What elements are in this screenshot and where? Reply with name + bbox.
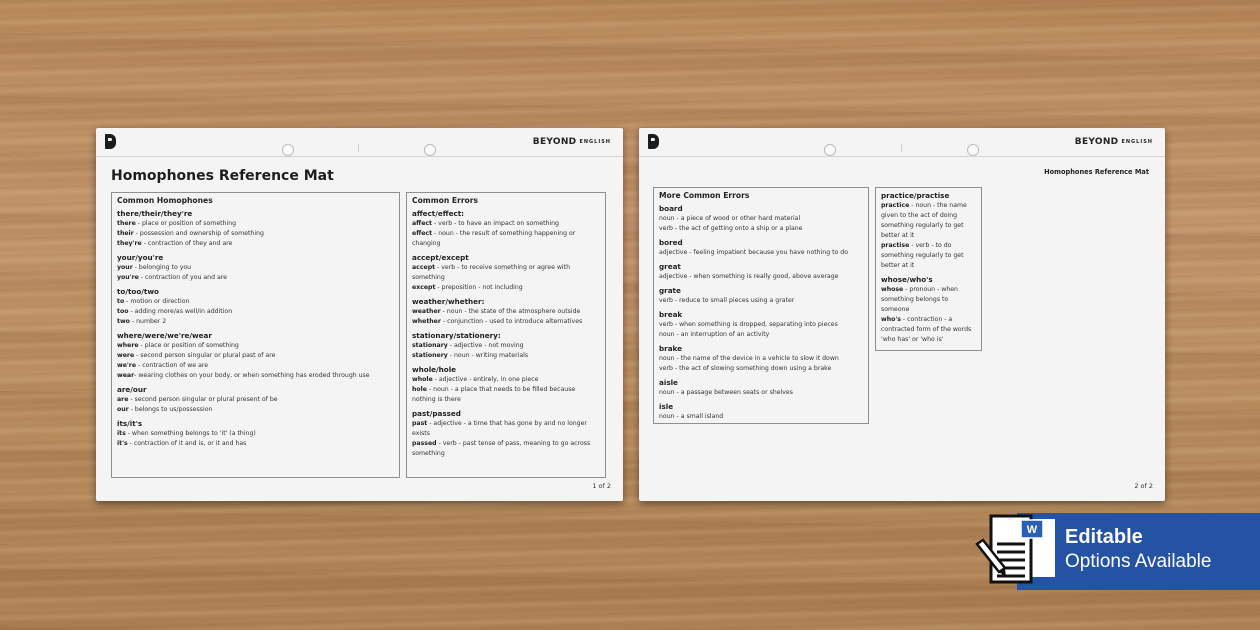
definition-line bbox=[412, 385, 600, 405]
definition: - noun - the state of the atmosphere outside bbox=[440, 308, 581, 315]
definition-line bbox=[117, 273, 394, 283]
definition: - when something belongs to 'it' (a thing) bbox=[125, 430, 256, 437]
entry-group bbox=[117, 385, 394, 415]
definition-line bbox=[117, 439, 394, 449]
homophone-set: affect/effect: bbox=[412, 209, 465, 218]
definition: verb - the act of slowing something down using a brake bbox=[659, 365, 832, 372]
definition-line bbox=[881, 241, 976, 271]
term: hole bbox=[412, 386, 427, 393]
homophone-set: weather/whether: bbox=[412, 297, 485, 306]
entry-group bbox=[659, 262, 863, 282]
definition-line bbox=[659, 330, 863, 340]
definition-line bbox=[117, 395, 394, 405]
homophone-set: accept/except bbox=[412, 253, 469, 262]
definition: - preposition - not including bbox=[435, 284, 523, 291]
homophone-set: are/our bbox=[117, 385, 147, 394]
definition: - contraction - a contracted form of the words 'who has' or 'who is' bbox=[881, 316, 972, 343]
entry-group bbox=[659, 378, 863, 398]
term: effect bbox=[412, 230, 433, 237]
homophone-set: board bbox=[659, 204, 683, 213]
entry-group bbox=[412, 209, 600, 249]
definition: - contraction of we are bbox=[136, 362, 209, 369]
entry-group bbox=[412, 297, 600, 327]
entry-group bbox=[659, 402, 863, 422]
definition: - contraction of they and are bbox=[141, 240, 233, 247]
definition: - second person singular or plural past of are bbox=[134, 352, 276, 359]
definition: - adding more/as well/in addition bbox=[128, 308, 233, 315]
entry-group bbox=[117, 419, 394, 449]
definition: noun - a passage between seats or shelves bbox=[659, 389, 793, 396]
page-subtitle: Homophones Reference Mat bbox=[1044, 168, 1149, 176]
definition: - number 2 bbox=[129, 318, 167, 325]
term: its bbox=[117, 430, 126, 437]
page-title: Homophones Reference Mat bbox=[111, 168, 334, 184]
definition: - verb - to receive something or agree with something bbox=[412, 264, 570, 281]
box-heading: Common Errors bbox=[412, 196, 479, 205]
term: are bbox=[117, 396, 129, 403]
entry-group bbox=[117, 253, 394, 283]
definition: noun - the name of the device in a vehicle to slow it down bbox=[659, 355, 839, 362]
term: there bbox=[117, 220, 136, 227]
definition: verb - the act of getting onto a ship or a plane bbox=[659, 225, 803, 232]
entry-group bbox=[659, 310, 863, 340]
definition: noun - a piece of wood or other hard material bbox=[659, 215, 801, 222]
definition: - belonging to you bbox=[132, 264, 192, 271]
definition: noun - an interruption of an activity bbox=[659, 331, 770, 338]
definition-line bbox=[881, 201, 976, 241]
common-errors-box bbox=[406, 192, 606, 478]
term: too bbox=[117, 308, 129, 315]
homophone-set: your/you're bbox=[117, 253, 164, 262]
definition: - belongs to us/possession bbox=[128, 406, 213, 413]
homophone-set: brake bbox=[659, 344, 683, 353]
definition-line bbox=[412, 341, 600, 351]
term: our bbox=[117, 406, 129, 413]
term: practice bbox=[881, 202, 910, 209]
fold-mark bbox=[901, 144, 902, 152]
definition-line bbox=[659, 364, 863, 374]
beyond-logo-icon bbox=[105, 134, 116, 149]
term: you're bbox=[117, 274, 139, 281]
term: weather bbox=[412, 308, 441, 315]
definition: - noun - the result of something happening or changing bbox=[412, 230, 576, 247]
definition-line bbox=[412, 317, 600, 327]
definition: - wearing clothes on your body, or when something has eroded through use bbox=[134, 372, 370, 379]
definition-line bbox=[412, 419, 600, 439]
term: to bbox=[117, 298, 125, 305]
entry-group bbox=[117, 209, 394, 249]
term: whose bbox=[881, 286, 904, 293]
definition-line bbox=[117, 219, 394, 229]
definition-line bbox=[659, 248, 863, 258]
definition: - conjunction - used to introduce alternatives bbox=[440, 318, 583, 325]
word-document-edit-icon bbox=[975, 514, 1057, 588]
definition-line bbox=[659, 296, 863, 306]
definition-line bbox=[117, 405, 394, 415]
punch-hole-icon bbox=[967, 144, 979, 156]
definition-line bbox=[881, 315, 976, 345]
homophone-set: grate bbox=[659, 286, 681, 295]
page-header bbox=[96, 128, 623, 157]
beyond-logo-icon bbox=[648, 134, 659, 149]
homophone-set: great bbox=[659, 262, 681, 271]
entry-group bbox=[659, 344, 863, 374]
definition-line bbox=[117, 351, 394, 361]
term: it's bbox=[117, 440, 128, 447]
brand-name: BEYOND ENGLISH bbox=[532, 137, 611, 147]
definition: - adjective - not moving bbox=[447, 342, 524, 349]
entry-group bbox=[659, 286, 863, 306]
fold-mark bbox=[358, 144, 359, 152]
term: we're bbox=[117, 362, 137, 369]
definition: - place or position of something bbox=[138, 342, 239, 349]
more-common-errors-box bbox=[653, 187, 869, 424]
term: who's bbox=[881, 316, 901, 323]
entry-group bbox=[412, 331, 600, 361]
page-number: 2 of 2 bbox=[1134, 482, 1153, 490]
definition: verb - reduce to small pieces using a grater bbox=[659, 297, 795, 304]
badge-title: Editable bbox=[1065, 526, 1143, 548]
definition-line bbox=[117, 317, 394, 327]
definition-line bbox=[412, 375, 600, 385]
definition: adjective - feeling impatient because you have nothing to do bbox=[659, 249, 849, 256]
term: stationery bbox=[412, 352, 448, 359]
definition-line bbox=[412, 263, 600, 283]
punch-hole-icon bbox=[824, 144, 836, 156]
term: practise bbox=[881, 242, 910, 249]
definition: - possession and ownership of something bbox=[133, 230, 264, 237]
definition-line bbox=[117, 239, 394, 249]
entry-group bbox=[659, 204, 863, 234]
homophone-set: stationary/stationery: bbox=[412, 331, 501, 340]
definition-line bbox=[659, 224, 863, 234]
entry-group bbox=[412, 253, 600, 293]
definition-line bbox=[659, 354, 863, 364]
homophone-set: whole/hole bbox=[412, 365, 457, 374]
definition: - contraction of it and is, or it and has bbox=[127, 440, 247, 447]
definition-line bbox=[117, 341, 394, 351]
definition: - noun - a place that needs to be filled because nothing is there bbox=[412, 386, 576, 403]
term: whether bbox=[412, 318, 441, 325]
definition: - pronoun - when something belongs to someone bbox=[881, 286, 958, 313]
definition-line bbox=[659, 214, 863, 224]
homophone-set: its/it's bbox=[117, 419, 143, 428]
homophone-set: to/too/two bbox=[117, 287, 159, 296]
entry-group bbox=[881, 275, 976, 345]
entry-group bbox=[117, 331, 394, 381]
box-heading: Common Homophones bbox=[117, 196, 213, 205]
definition: - noun - writing materials bbox=[447, 352, 529, 359]
term: their bbox=[117, 230, 134, 237]
definition-line bbox=[881, 285, 976, 315]
definition-line bbox=[117, 307, 394, 317]
definition: - second person singular or plural present of be bbox=[128, 396, 278, 403]
homophone-set: aisle bbox=[659, 378, 678, 387]
entry-group bbox=[881, 191, 976, 271]
term: wear bbox=[117, 372, 135, 379]
common-homophones-box bbox=[111, 192, 400, 478]
definition-line bbox=[412, 229, 600, 249]
punch-hole-icon bbox=[424, 144, 436, 156]
term: were bbox=[117, 352, 135, 359]
definition-line bbox=[659, 388, 863, 398]
definition-line bbox=[117, 263, 394, 273]
definition: - verb - past tense of pass, meaning to go across something bbox=[412, 440, 591, 457]
entry-group bbox=[412, 365, 600, 405]
homophone-set: there/their/they're bbox=[117, 209, 193, 218]
page-number: 1 of 2 bbox=[592, 482, 611, 490]
definition: noun - a small island bbox=[659, 413, 724, 420]
homophone-set: break bbox=[659, 310, 683, 319]
definition-line bbox=[117, 361, 394, 371]
entry-group bbox=[412, 409, 600, 459]
term: affect bbox=[412, 220, 433, 227]
definition-line bbox=[412, 219, 600, 229]
definition: - adjective - entirely, in one piece bbox=[432, 376, 539, 383]
term: stationary bbox=[412, 342, 448, 349]
definition-line bbox=[117, 229, 394, 239]
term: whole bbox=[412, 376, 433, 383]
definition: - verb - to do something regularly to get better at it bbox=[881, 242, 964, 269]
term: they're bbox=[117, 240, 142, 247]
definition-line bbox=[412, 283, 600, 293]
reference-mat-page-1 bbox=[96, 128, 623, 501]
term: accept bbox=[412, 264, 436, 271]
term: passed bbox=[412, 440, 437, 447]
definition-line bbox=[659, 320, 863, 330]
definition-line bbox=[412, 307, 600, 317]
definition: - noun - the name given to the act of doing something regularly to get better at it bbox=[881, 202, 967, 239]
definition-line bbox=[659, 412, 863, 422]
punch-hole-icon bbox=[282, 144, 294, 156]
homophone-set: where/were/we're/wear bbox=[117, 331, 212, 340]
page-header bbox=[639, 128, 1165, 157]
box-heading: More Common Errors bbox=[659, 191, 750, 200]
definition: - motion or direction bbox=[124, 298, 190, 305]
definition-line bbox=[412, 351, 600, 361]
definition-line bbox=[117, 429, 394, 439]
definition-line bbox=[117, 297, 394, 307]
reference-mat-page-2 bbox=[639, 128, 1165, 501]
practice-whose-box bbox=[875, 187, 982, 351]
definition: verb - when something is dropped, separating into pieces bbox=[659, 321, 838, 328]
badge-subtitle: Options Available bbox=[1065, 551, 1212, 572]
term: except bbox=[412, 284, 436, 291]
homophone-set: whose/who's bbox=[881, 275, 933, 284]
homophone-set: past/passed bbox=[412, 409, 461, 418]
definition-line bbox=[659, 272, 863, 282]
entry-group bbox=[117, 287, 394, 327]
entry-group bbox=[659, 238, 863, 258]
definition: - adjective - a time that has gone by and no longer exists bbox=[412, 420, 587, 437]
definition: - place or position of something bbox=[135, 220, 237, 227]
term: where bbox=[117, 342, 139, 349]
homophone-set: practice/practise bbox=[881, 191, 950, 200]
homophone-set: isle bbox=[659, 402, 674, 411]
term: two bbox=[117, 318, 130, 325]
definition: - verb - to have an impact on something bbox=[432, 220, 559, 227]
term: past bbox=[412, 420, 428, 427]
homophone-set: bored bbox=[659, 238, 683, 247]
definition-line bbox=[117, 371, 394, 381]
definition: - contraction of you and are bbox=[138, 274, 227, 281]
definition: adjective - when something is really good, above average bbox=[659, 273, 839, 280]
definition-line bbox=[412, 439, 600, 459]
brand-name: BEYOND ENGLISH bbox=[1074, 137, 1153, 147]
term: your bbox=[117, 264, 133, 271]
svg-text:W: W bbox=[1026, 524, 1038, 536]
